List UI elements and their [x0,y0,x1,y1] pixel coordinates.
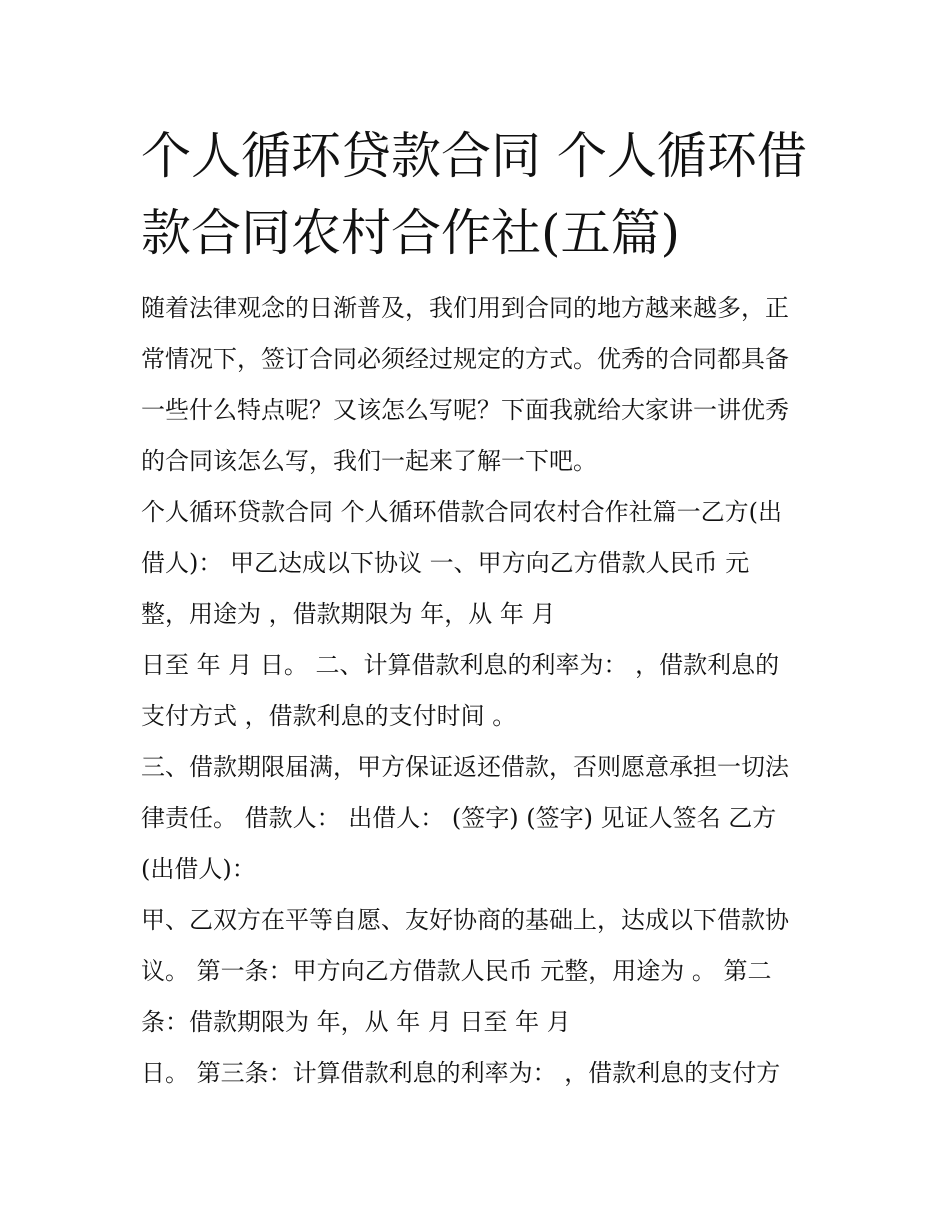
body-line: (出借人)： [141,855,256,883]
body-line: 一些什么特点呢？又该怎么写呢？下面我就给大家讲一讲优秀 [141,396,789,424]
document-body [141,283,816,1099]
body-line: 个人循环贷款合同 个人循环借款合同农村合作社篇一乙方(出 [141,498,782,526]
body-line: 常情况下，签订合同必须经过规定的方式。优秀的合同都具备 [141,345,789,373]
body-line: 议。 第一条：甲方向乙方借款人民币 元整，用途为 。 第二 [141,957,772,985]
body-line: 律责任。 借款人： 出借人： (签字) (签字) 见证人签名 乙方 [141,804,777,832]
body-line: 三、借款期限届满，甲方保证返还借款，否则愿意承担一切法 [141,753,789,781]
body-line: 日。 第三条：计算借款利息的利率为： ，借款利息的支付方 [141,1059,781,1087]
body-line: 整，用途为 ，借款期限为 年，从 年 月 [141,600,556,628]
body-line: 日至 年 月 日。 二、计算借款利息的利率为： ，借款利息的 [141,651,780,679]
body-line: 甲、乙双方在平等自愿、友好协商的基础上，达成以下借款协 [141,906,789,934]
body-line: 借人)： 甲乙达成以下协议 一、甲方向乙方借款人民币 元 [141,549,750,577]
body-line: 支付方式 ，借款利息的支付时间 。 [141,702,517,730]
body-line: 的合同该怎么写，我们一起来了解一下吧。 [141,447,597,475]
body-line: 条：借款期限为 年，从 年 月 日至 年 月 [141,1008,571,1036]
document-content [141,118,816,1099]
document-title [141,118,816,272]
body-line: 随着法律观念的日渐普及，我们用到合同的地方越来越多，正 [141,294,789,322]
title-line: 款合同农村合作社(五篇) [141,204,681,262]
title-line: 个人循环贷款合同 个人循环借 [141,127,807,185]
